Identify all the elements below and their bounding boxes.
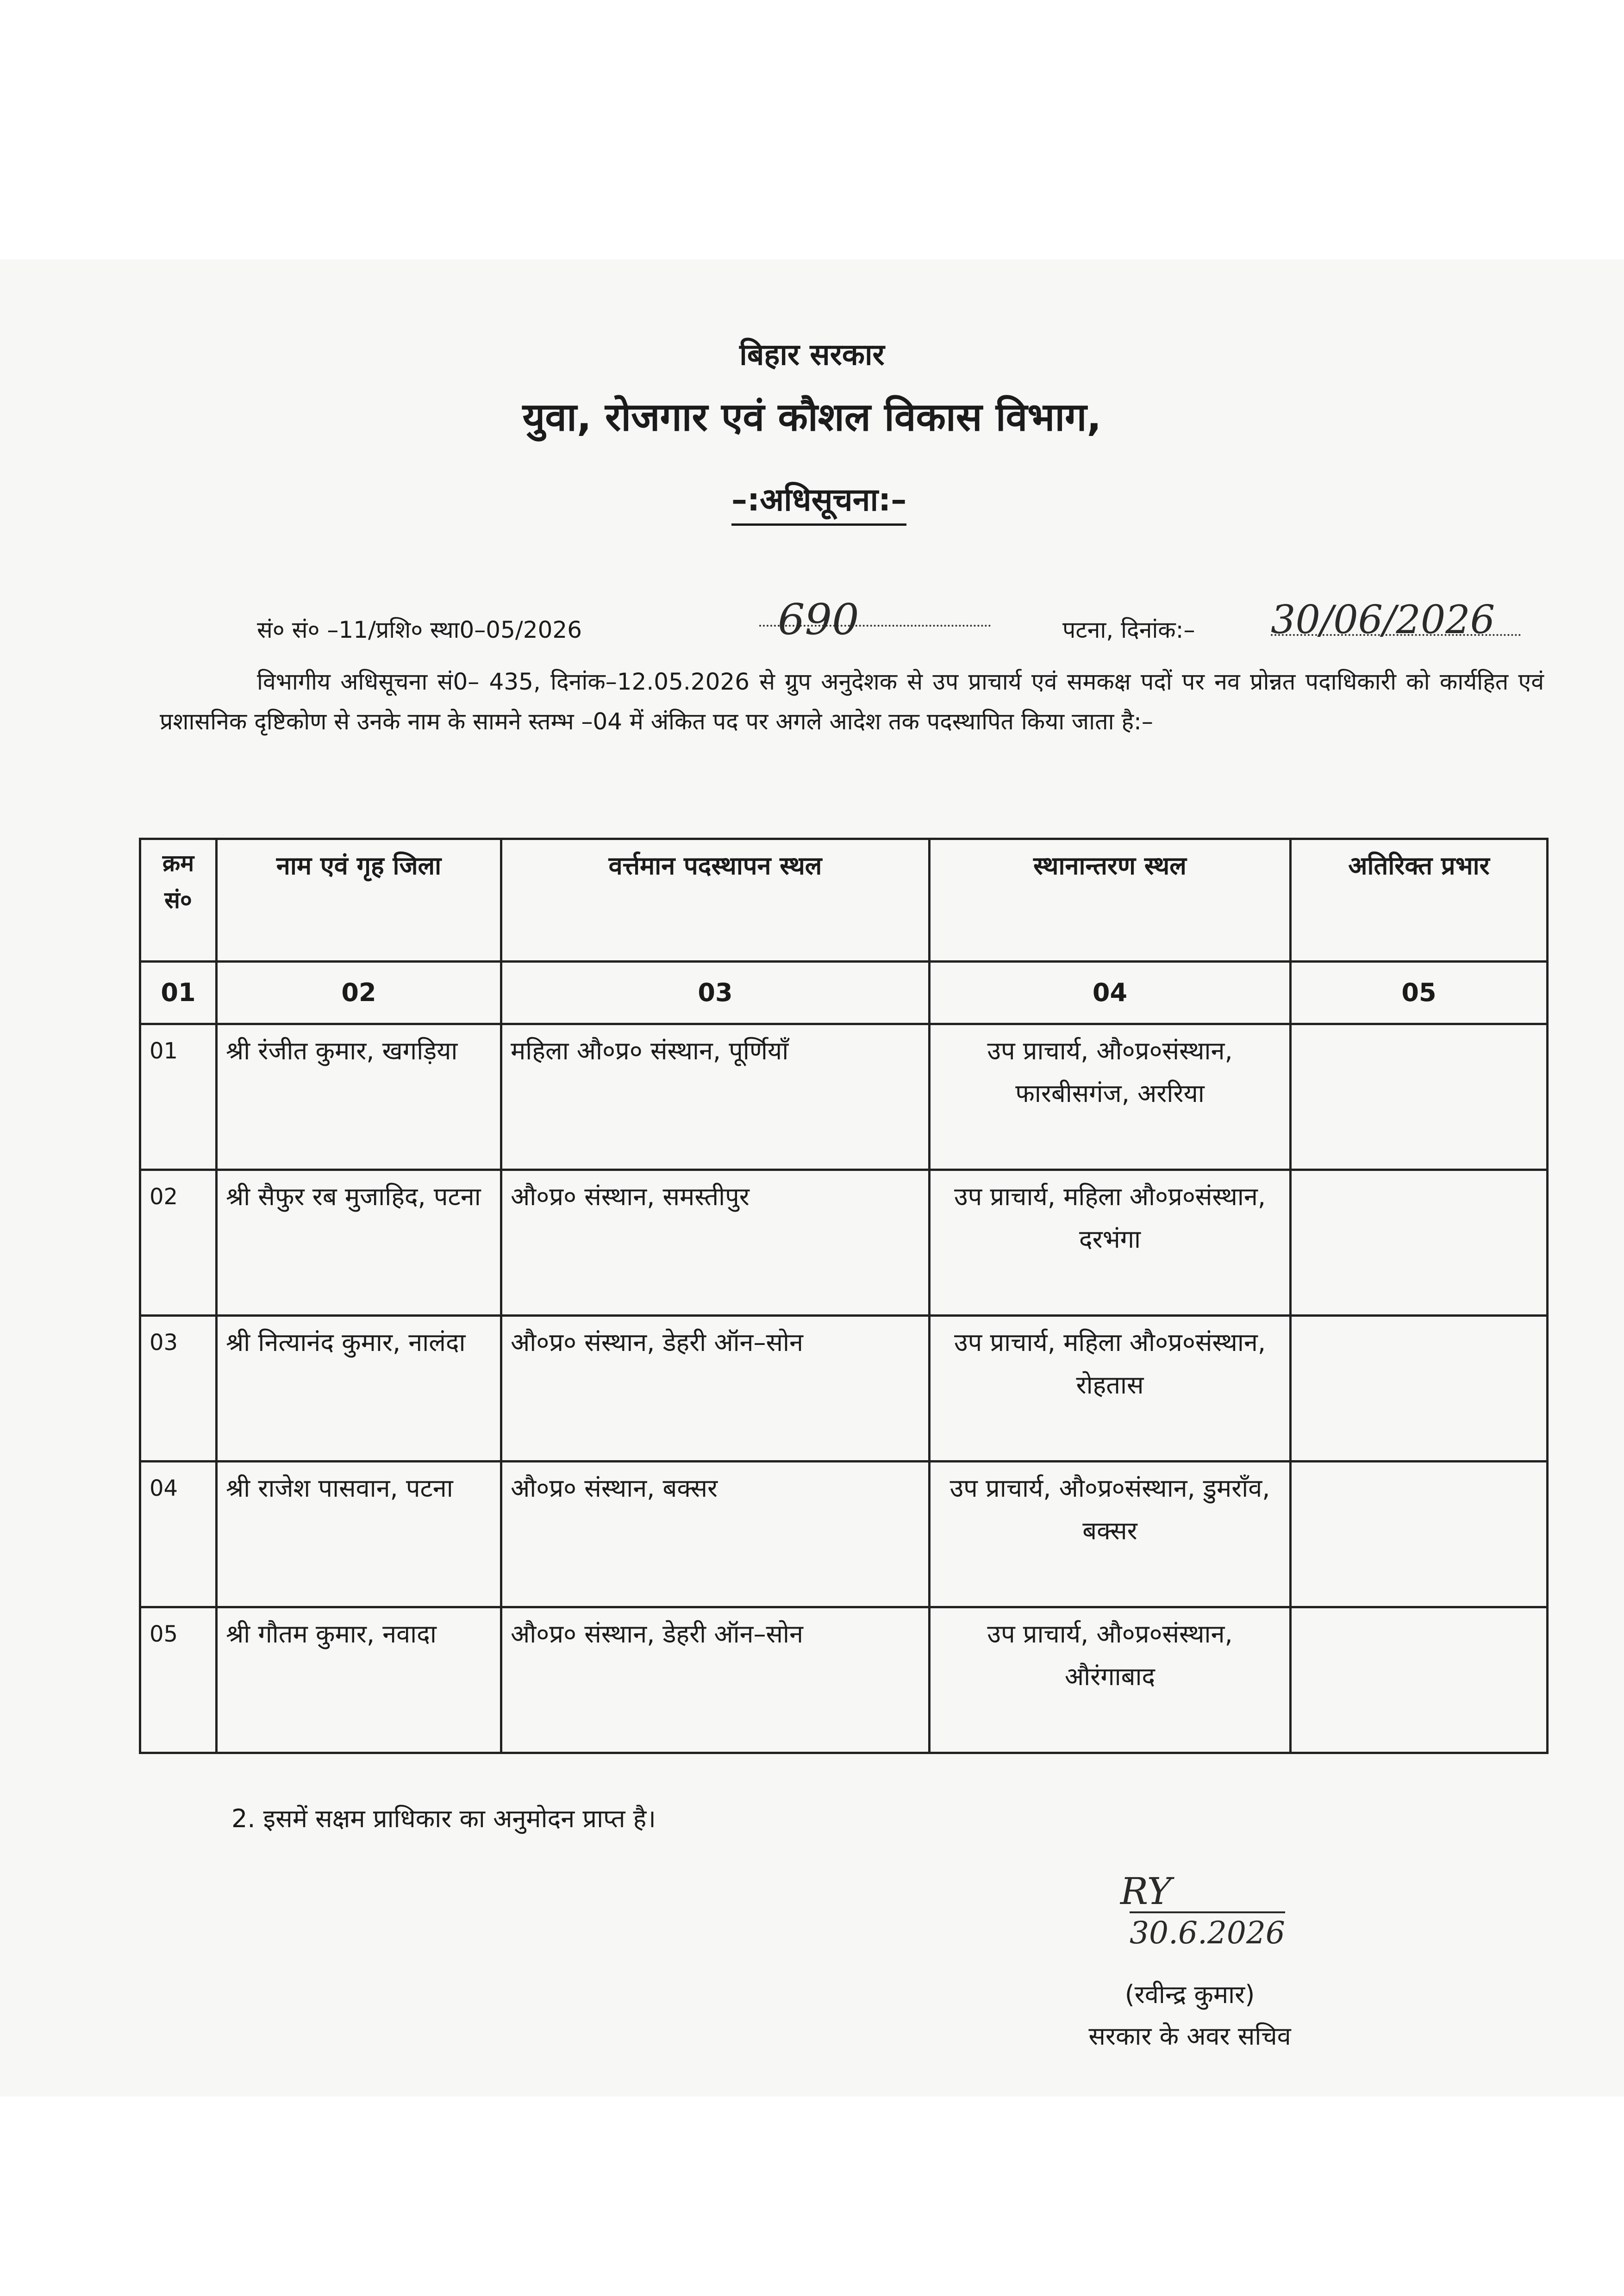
additional-charge [1291, 1316, 1548, 1462]
serial-number: 04 [140, 1462, 217, 1607]
transfer-place: उप प्राचार्य, औ०प्र०संस्थान, डुमराँव, बक्सर [930, 1462, 1291, 1607]
current-posting: औ०प्र० संस्थान, बक्सर [501, 1462, 930, 1607]
table-row [140, 1024, 1548, 1170]
officer-name: श्री राजेश पासवान, पटना [217, 1462, 501, 1607]
handwritten-date: 30/06/2026 [1271, 597, 1495, 642]
table-row [140, 1462, 1548, 1607]
approval-statement: 2. इसमें सक्षम प्राधिकार का अनुमोदन प्राप्त है। [231, 1804, 656, 1833]
officer-name: श्री नित्यानंद कुमार, नालंदा [217, 1316, 501, 1462]
serial-number: 02 [140, 1170, 217, 1316]
table-row [140, 1607, 1548, 1753]
table-row [140, 1170, 1548, 1316]
signature-date: 30.6.2026 [1130, 1911, 1285, 1951]
column-number-row [140, 962, 1548, 1024]
column-number: 04 [930, 962, 1291, 1024]
column-number: 03 [501, 962, 930, 1024]
header-serial: क्रम सं० [140, 839, 217, 962]
table-header-row [140, 839, 1548, 962]
transfer-place: उप प्राचार्य, महिला औ०प्र०संस्थान, दरभंगा [930, 1170, 1291, 1316]
current-posting: महिला औ०प्र० संस्थान, पूर्णियाँ [501, 1024, 930, 1170]
officer-name: श्री गौतम कुमार, नवादा [217, 1607, 501, 1753]
current-posting: औ०प्र० संस्थान, समस्तीपुर [501, 1170, 930, 1316]
header-transfer-place: स्थानान्तरण स्थल [930, 839, 1291, 962]
serial-number: 01 [140, 1024, 217, 1170]
officer-name: श्री रंजीत कुमार, खगड़िया [217, 1024, 501, 1170]
current-posting: औ०प्र० संस्थान, डेहरी ऑन–सोन [501, 1607, 930, 1753]
column-number: 01 [140, 962, 217, 1024]
signer-name: (रवीन्द्र कुमार) [1124, 1980, 1255, 2009]
additional-charge [1291, 1607, 1548, 1753]
transfer-place: उप प्राचार्य, महिला औ०प्र०संस्थान, रोहतास [930, 1316, 1291, 1462]
signer-designation: सरकार के अवर सचिव [1088, 2022, 1291, 2051]
column-number: 05 [1291, 962, 1548, 1024]
signature-initials: RY [1120, 1870, 1172, 1913]
posting-table [139, 838, 1549, 1754]
serial-number: 03 [140, 1316, 217, 1462]
date-label: पटना, दिनांक:– [1062, 616, 1195, 643]
reference-number: सं० सं० –11/प्रशि० स्था0–05/2026 [257, 616, 582, 643]
header-current-posting: वर्त्तमान पदस्थापन स्थल [501, 839, 930, 962]
header-name-district: नाम एवं गृह जिला [217, 839, 501, 962]
header-additional-charge: अतिरिक्त प्रभार [1291, 839, 1548, 962]
serial-number: 05 [140, 1607, 217, 1753]
column-number: 02 [217, 962, 501, 1024]
notice-title: –:अधिसूचना:– [731, 477, 906, 526]
intro-paragraph: विभागीय अधिसूचना सं0– 435, दिनांक–12.05.2026 से ग्रुप अनुदेशक से उप प्राचार्य एवं समकक्ष पदों पर नव प्रोन्नत पदाधिकारी को कार्यहित एवं प्रशासनिक दृष्टिकोण से उनके नाम के सामने स्तम्भ –04 में अंकित पद पर अगले आदेश तक पदस्थापित किया जाता है:– [160, 668, 1544, 735]
officer-name: श्री सैफुर रब मुजाहिद, पटना [217, 1170, 501, 1316]
government-name: बिहार सरकार [739, 338, 885, 372]
transfer-place: उप प्राचार्य, औ०प्र०संस्थान, औरंगाबाद [930, 1607, 1291, 1753]
additional-charge [1291, 1462, 1548, 1607]
department-name: युवा, रोजगार एवं कौशल विकास विभाग, [522, 394, 1102, 440]
handwritten-reference-number: 690 [778, 595, 859, 644]
table-row [140, 1316, 1548, 1462]
additional-charge [1291, 1024, 1548, 1170]
transfer-place: उप प्राचार्य, औ०प्र०संस्थान, फारबीसगंज, अररिया [930, 1024, 1291, 1170]
current-posting: औ०प्र० संस्थान, डेहरी ऑन–सोन [501, 1316, 930, 1462]
additional-charge [1291, 1170, 1548, 1316]
